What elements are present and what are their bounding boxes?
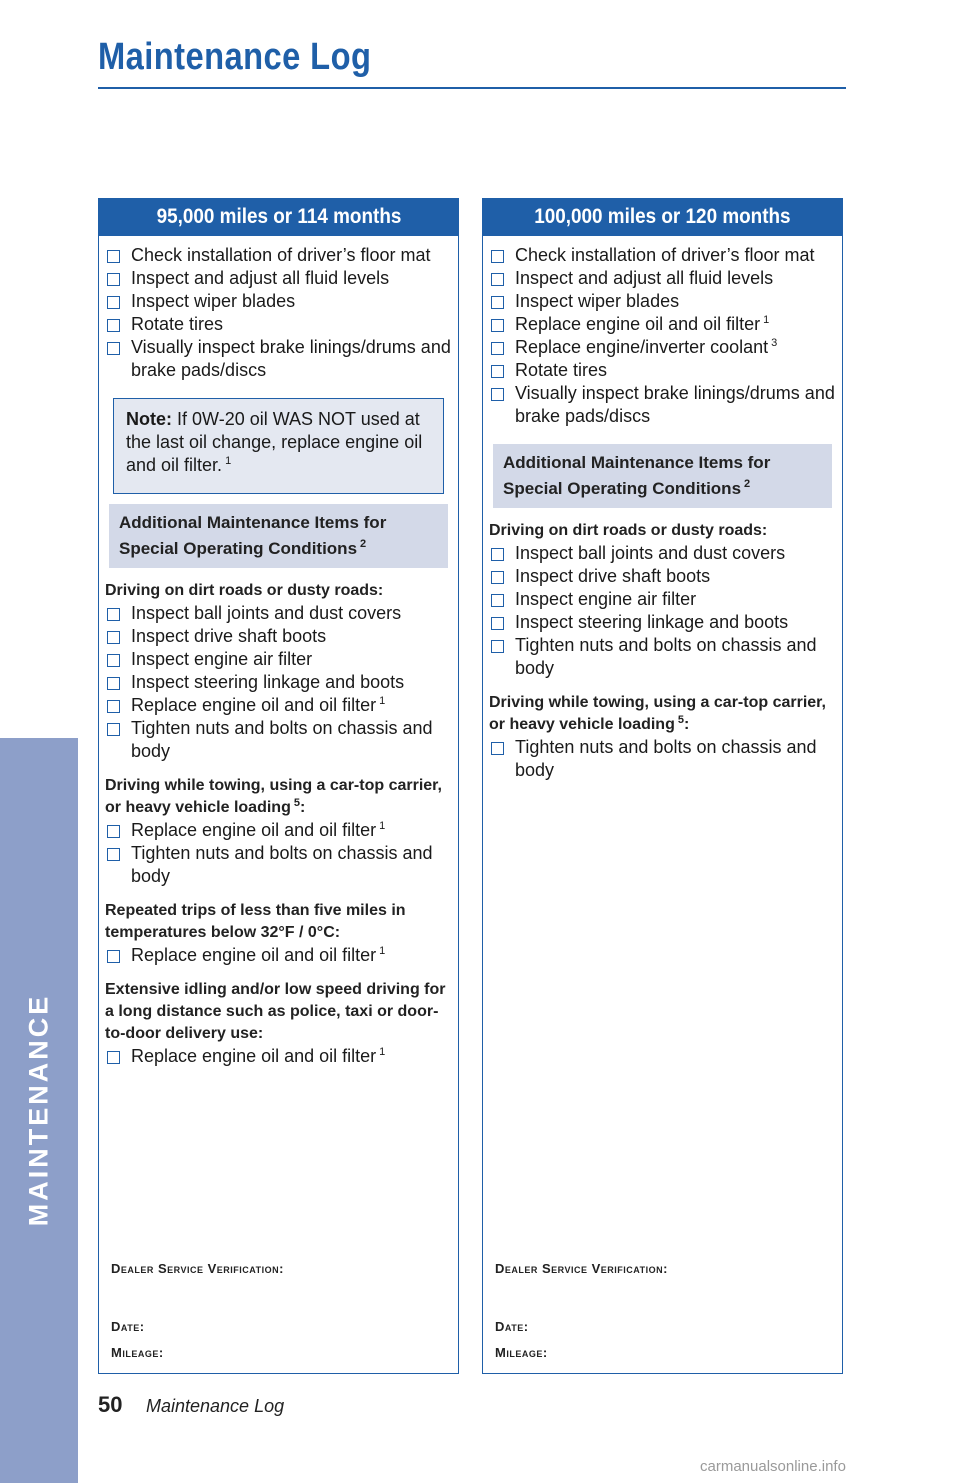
item-text: Tighten nuts and bolts on chassis and body — [131, 718, 433, 761]
checklist-item — [105, 290, 452, 313]
item-text: Replace engine oil and oil filter — [131, 695, 377, 715]
condition-checklist — [105, 819, 452, 888]
oil-note: Note: If 0W-20 oil WAS NOT used at the last oil change, replace engine oil and oil filter. $^1$ — [113, 398, 444, 494]
column-header: 95,000 miles or 114 months — [98, 198, 459, 236]
item-text: Inspect steering linkage and boots — [515, 612, 789, 632]
condition-heading: Driving while towing, using a car-top carrier, or heavy vehicle loading $^5$: — [489, 694, 826, 733]
checklist-item — [489, 244, 836, 267]
footnote-ref: 1 — [763, 314, 770, 326]
checkbox-icon[interactable] — [491, 342, 504, 355]
checklist-item — [489, 542, 836, 565]
checkbox-icon[interactable] — [491, 548, 504, 561]
item-text: Check installation of driver’s floor mat — [515, 245, 815, 265]
item-text: Inspect engine air filter — [515, 589, 697, 609]
checklist-item — [489, 336, 836, 359]
checklist-item — [105, 671, 452, 694]
item-text: Inspect and adjust all fluid levels — [131, 268, 390, 288]
checklist-item — [489, 588, 836, 611]
checkbox-icon[interactable] — [107, 319, 120, 332]
condition-checklist — [105, 602, 452, 763]
item-text: Rotate tires — [131, 314, 224, 334]
log-column-100000 — [482, 198, 843, 1374]
checkbox-icon[interactable] — [491, 742, 504, 755]
checklist — [489, 244, 836, 428]
watermark: carmanualsonline.info — [700, 1458, 846, 1475]
checklist-item — [105, 602, 452, 625]
side-tab-label: MAINTENANCE — [23, 993, 54, 1227]
checklist — [105, 244, 452, 382]
page-title: Maintenance Log — [98, 36, 372, 78]
checkbox-icon[interactable] — [107, 677, 120, 690]
checkbox-icon[interactable] — [107, 296, 120, 309]
item-text: Tighten nuts and bolts on chassis and body — [515, 635, 817, 678]
dealer-verification-label: Dealer Service Verification: — [111, 1261, 284, 1276]
item-text: Replace engine oil and oil filter — [131, 945, 377, 965]
checkbox-icon[interactable] — [491, 388, 504, 401]
footnote-ref: 1 — [379, 945, 386, 957]
checkbox-icon[interactable] — [491, 594, 504, 607]
checklist-item — [105, 625, 452, 648]
checkbox-icon[interactable] — [107, 825, 120, 838]
item-text: Replace engine/inverter coolant — [515, 337, 769, 357]
checklist-item — [489, 313, 836, 336]
item-text: Check installation of driver’s floor mat — [131, 245, 431, 265]
note-text: If 0W-20 oil WAS NOT used at the last oil change, replace engine oil and oil filter. — [126, 409, 423, 475]
item-text: Replace engine oil and oil filter — [131, 1046, 377, 1066]
checkbox-icon[interactable] — [107, 848, 120, 861]
checklist-item — [489, 290, 836, 313]
item-text: Inspect wiper blades — [131, 291, 296, 311]
condition-heading: Extensive idling and/or low speed driving for a long distance such as police, taxi or door-to-door delivery use: — [105, 981, 446, 1042]
condition-heading: Driving on dirt roads or dusty roads: — [105, 582, 384, 599]
checkbox-icon[interactable] — [107, 273, 120, 286]
checklist-item — [105, 267, 452, 290]
item-text: Inspect wiper blades — [515, 291, 680, 311]
checklist-item — [489, 634, 836, 680]
checklist-item — [105, 1045, 452, 1068]
item-text: Replace engine oil and oil filter — [131, 820, 377, 840]
item-text: Rotate tires — [515, 360, 608, 380]
checkbox-icon[interactable] — [107, 1051, 120, 1064]
checkbox-icon[interactable] — [491, 319, 504, 332]
condition-heading: Driving while towing, using a car-top carrier, or heavy vehicle loading $^5$: — [105, 777, 442, 816]
dealer-verification-label: Dealer Service Verification: — [495, 1261, 668, 1276]
checkbox-icon[interactable] — [491, 617, 504, 630]
date-label: Date: — [111, 1319, 145, 1334]
additional-items-heading: Additional Maintenance Items for Special Operating Conditions $^2$ — [493, 444, 832, 508]
condition-heading: Driving on dirt roads or dusty roads: — [489, 522, 768, 539]
item-text: Tighten nuts and bolts on chassis and body — [131, 843, 433, 886]
footnote-ref: 1 — [379, 820, 386, 832]
item-text: Inspect drive shaft boots — [515, 566, 711, 586]
mileage-label: Mileage: — [111, 1345, 164, 1360]
footer-title: Maintenance Log — [146, 1396, 285, 1416]
condition-heading: Repeated trips of less than five miles in temperatures below 32°F / 0°C: — [105, 902, 406, 941]
checkbox-icon[interactable] — [491, 273, 504, 286]
checkbox-icon[interactable] — [107, 700, 120, 713]
checklist-item — [105, 694, 452, 717]
checkbox-icon[interactable] — [107, 631, 120, 644]
item-text: Inspect engine air filter — [131, 649, 313, 669]
note-label: Note: — [126, 409, 172, 429]
conditions — [105, 580, 452, 1068]
checklist-item — [489, 359, 836, 382]
mileage-label: Mileage: — [495, 1345, 548, 1360]
item-text: Visually inspect brake linings/drums and brake pads/discs — [131, 337, 451, 380]
checkbox-icon[interactable] — [491, 640, 504, 653]
checklist-item — [105, 842, 452, 888]
condition-checklist — [489, 542, 836, 680]
footnote-ref: 1 — [379, 1046, 386, 1058]
column-header: 100,000 miles or 120 months — [482, 198, 843, 236]
item-text: Inspect drive shaft boots — [131, 626, 327, 646]
item-text: Inspect ball joints and dust covers — [515, 543, 786, 563]
checkbox-icon[interactable] — [107, 342, 120, 355]
checkbox-icon[interactable] — [107, 950, 120, 963]
checkbox-icon[interactable] — [107, 723, 120, 736]
checklist-item — [489, 736, 836, 782]
checkbox-icon[interactable] — [491, 365, 504, 378]
item-text: Replace engine oil and oil filter — [515, 314, 761, 334]
checkbox-icon[interactable] — [491, 571, 504, 584]
checkbox-icon[interactable] — [107, 608, 120, 621]
checklist-item — [489, 565, 836, 588]
item-text: Tighten nuts and bolts on chassis and body — [515, 737, 817, 780]
checklist-item — [105, 648, 452, 671]
checklist-item — [105, 717, 452, 763]
item-text: Inspect ball joints and dust covers — [131, 603, 402, 623]
additional-items-heading: Additional Maintenance Items for Special Operating Conditions $^2$ — [109, 504, 448, 568]
condition-checklist — [489, 736, 836, 782]
condition-checklist — [105, 944, 452, 967]
footnote-ref: 1 — [379, 695, 386, 707]
item-text: Visually inspect brake linings/drums and brake pads/discs — [515, 383, 835, 426]
checklist-item — [489, 611, 836, 634]
checklist-item — [105, 944, 452, 967]
checklist-item — [489, 267, 836, 290]
checklist-item — [105, 336, 452, 382]
checklist-item — [489, 382, 836, 428]
checkbox-icon[interactable] — [491, 250, 504, 263]
item-text: Inspect and adjust all fluid levels — [515, 268, 774, 288]
checklist-item — [105, 313, 452, 336]
item-text: Inspect steering linkage and boots — [131, 672, 405, 692]
title-rule — [98, 87, 846, 89]
page-number: 50 — [98, 1392, 123, 1417]
checkbox-icon[interactable] — [107, 250, 120, 263]
date-label: Date: — [495, 1319, 529, 1334]
log-column-95000 — [98, 198, 459, 1374]
conditions — [489, 520, 836, 782]
condition-checklist — [105, 1045, 452, 1068]
checkbox-icon[interactable] — [491, 296, 504, 309]
checkbox-icon[interactable] — [107, 654, 120, 667]
checklist-item — [105, 819, 452, 842]
footnote-ref: 3 — [771, 337, 778, 349]
checklist-item — [105, 244, 452, 267]
